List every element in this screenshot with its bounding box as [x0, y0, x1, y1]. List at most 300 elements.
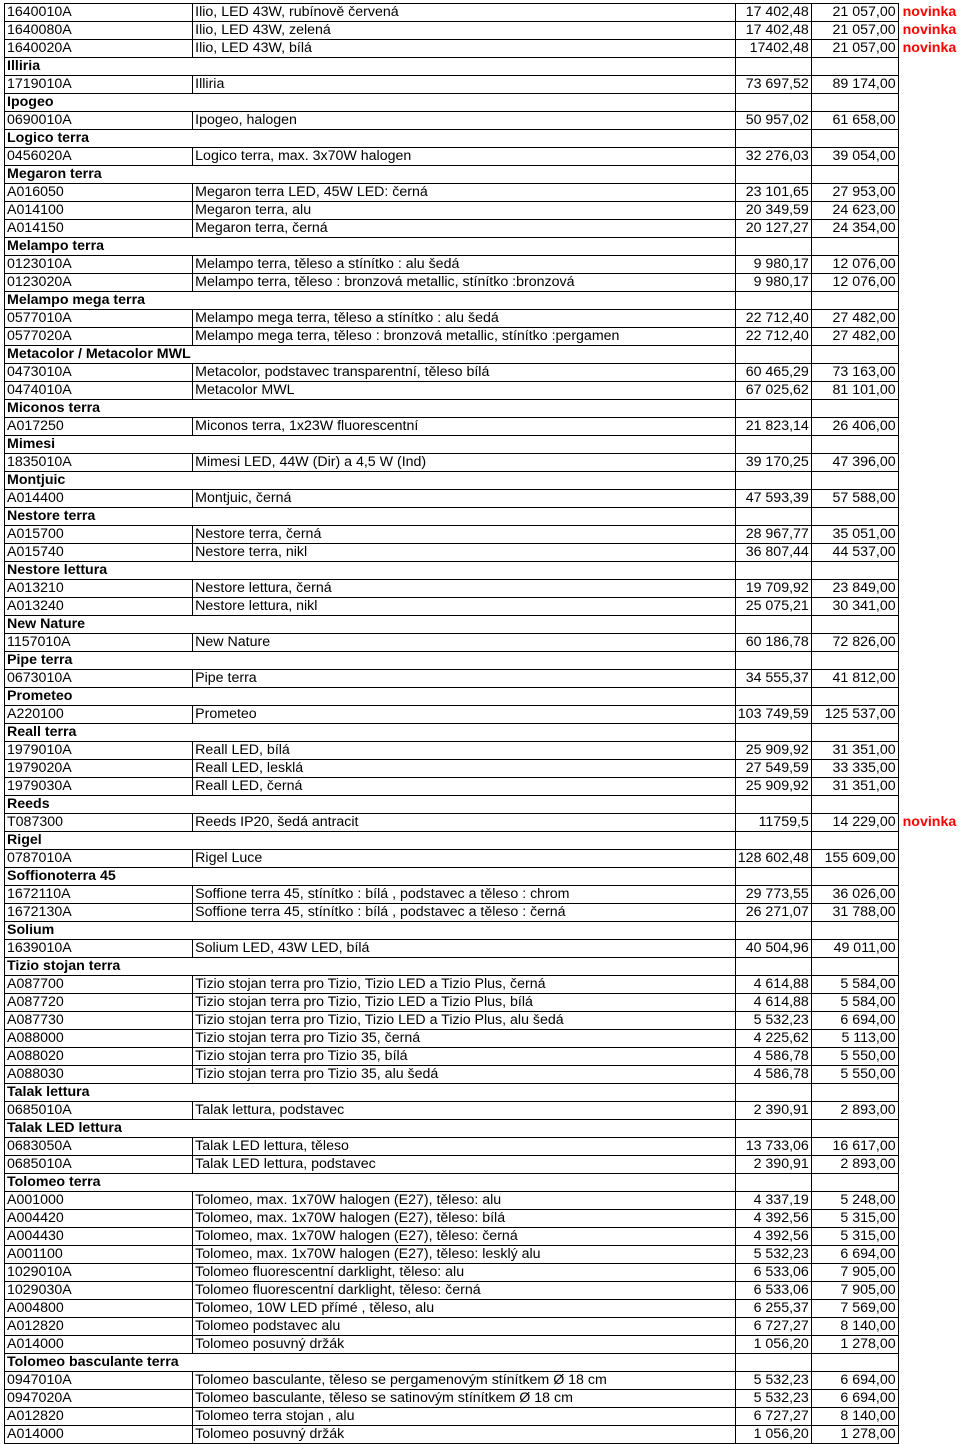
- product-row: [5, 328, 960, 346]
- price-excl-vat: 20 349,59: [735, 202, 811, 220]
- price-incl-vat: 1 278,00: [811, 1426, 898, 1444]
- product-row: [5, 940, 960, 958]
- group-name: Mimesi: [7, 436, 56, 452]
- price-incl-vat: 7 569,00: [811, 1300, 898, 1318]
- group-header-cell: [5, 1084, 193, 1102]
- new-badge: [898, 1138, 959, 1156]
- product-row: [5, 814, 960, 832]
- product-name: Nestore lettura, nikl: [193, 598, 736, 616]
- product-name: Melampo mega terra, těleso a stínítko : alu šedá: [193, 310, 736, 328]
- price-list-body: [5, 4, 960, 1444]
- note-cell: [898, 400, 959, 418]
- price-excl-vat: 17 402,48: [735, 22, 811, 40]
- group-header-cell: [5, 166, 193, 184]
- new-badge: [898, 1228, 959, 1246]
- product-code: A087720: [5, 994, 193, 1012]
- price-incl-vat: 7 905,00: [811, 1264, 898, 1282]
- price-excl-vat: 50 957,02: [735, 112, 811, 130]
- empty-cell: [193, 724, 736, 742]
- empty-cell: [193, 1354, 736, 1372]
- group-header-row: [5, 346, 960, 364]
- product-name: Ilio, LED 43W, rubínově červená: [193, 4, 736, 22]
- price-excl-vat: 4 392,56: [735, 1228, 811, 1246]
- product-code: T087300: [5, 814, 193, 832]
- product-name: Tizio stojan terra pro Tizio, Tizio LED a Tizio Plus, černá: [193, 976, 736, 994]
- empty-cell: [193, 436, 736, 454]
- price-excl-vat: 26 271,07: [735, 904, 811, 922]
- group-header-row: [5, 472, 960, 490]
- group-header-cell: [5, 508, 193, 526]
- group-name: Nestore terra: [7, 508, 96, 524]
- price-excl-vat: 6 255,37: [735, 1300, 811, 1318]
- product-row: [5, 1390, 960, 1408]
- group-header-row: [5, 652, 960, 670]
- product-code: 0787010A: [5, 850, 193, 868]
- empty-cell: [735, 346, 811, 364]
- empty-cell: [811, 1174, 898, 1192]
- note-cell: [898, 346, 959, 364]
- group-header-cell: [5, 868, 193, 886]
- price-incl-vat: 8 140,00: [811, 1408, 898, 1426]
- group-name: New Nature: [7, 616, 86, 632]
- empty-cell: [735, 868, 811, 886]
- product-row: [5, 274, 960, 292]
- price-incl-vat: 30 341,00: [811, 598, 898, 616]
- price-incl-vat: 14 229,00: [811, 814, 898, 832]
- note-cell: [898, 616, 959, 634]
- new-badge: [898, 742, 959, 760]
- empty-cell: [193, 472, 736, 490]
- group-name: Logico terra: [7, 130, 89, 146]
- group-header-row: [5, 1174, 960, 1192]
- new-badge: novinka: [902, 814, 957, 830]
- empty-cell: [735, 724, 811, 742]
- product-code: 0577020A: [5, 328, 193, 346]
- note-cell: [898, 58, 959, 76]
- product-row: [5, 382, 960, 400]
- new-badge: [898, 1426, 959, 1444]
- product-code: 0673010A: [5, 670, 193, 688]
- product-name: Nestore terra, černá: [193, 526, 736, 544]
- product-row: [5, 1336, 960, 1354]
- empty-cell: [811, 688, 898, 706]
- product-name: Tizio stojan terra pro Tizio, Tizio LED a Tizio Plus, bílá: [193, 994, 736, 1012]
- product-name: Reall LED, lesklá: [193, 760, 736, 778]
- price-excl-vat: 73 697,52: [735, 76, 811, 94]
- product-code: A013240: [5, 598, 193, 616]
- product-code: A014400: [5, 490, 193, 508]
- group-header-row: [5, 1084, 960, 1102]
- empty-cell: [735, 958, 811, 976]
- price-excl-vat: 32 276,03: [735, 148, 811, 166]
- product-row: [5, 886, 960, 904]
- price-excl-vat: 28 967,77: [735, 526, 811, 544]
- empty-cell: [193, 868, 736, 886]
- price-excl-vat: 5 532,23: [735, 1012, 811, 1030]
- product-row: [5, 1282, 960, 1300]
- group-header-cell: [5, 688, 193, 706]
- note-cell: [898, 724, 959, 742]
- price-incl-vat: 5 584,00: [811, 994, 898, 1012]
- empty-cell: [193, 400, 736, 418]
- product-row: [5, 1102, 960, 1120]
- product-row: [5, 1228, 960, 1246]
- product-row: [5, 1156, 960, 1174]
- product-code: 0690010A: [5, 112, 193, 130]
- product-name: Melampo terra, těleso a stínítko : alu šedá: [193, 256, 736, 274]
- product-row: [5, 76, 960, 94]
- product-row: [5, 760, 960, 778]
- new-badge: [898, 454, 959, 472]
- product-row: [5, 364, 960, 382]
- group-header-cell: [5, 958, 193, 976]
- empty-cell: [735, 94, 811, 112]
- product-name: Solium LED, 43W LED, bílá: [193, 940, 736, 958]
- price-excl-vat: 17 402,48: [735, 4, 811, 22]
- empty-cell: [811, 652, 898, 670]
- product-code: A016050: [5, 184, 193, 202]
- product-code: 1639010A: [5, 940, 193, 958]
- product-code: A013210: [5, 580, 193, 598]
- group-header-row: [5, 922, 960, 940]
- new-badge: [898, 904, 959, 922]
- new-badge: [898, 1246, 959, 1264]
- new-badge: [898, 886, 959, 904]
- group-name: Melampo terra: [7, 238, 104, 254]
- price-list-table: [4, 3, 960, 1444]
- price-incl-vat: 6 694,00: [811, 1012, 898, 1030]
- price-incl-vat: 16 617,00: [811, 1138, 898, 1156]
- product-name: Nestore terra, nikl: [193, 544, 736, 562]
- empty-cell: [811, 130, 898, 148]
- new-badge: [898, 598, 959, 616]
- empty-cell: [193, 166, 736, 184]
- product-row: [5, 454, 960, 472]
- product-code: A014100: [5, 202, 193, 220]
- group-header-cell: [5, 58, 193, 76]
- price-incl-vat: 5 315,00: [811, 1210, 898, 1228]
- new-badge: [898, 112, 959, 130]
- price-incl-vat: 89 174,00: [811, 76, 898, 94]
- product-code: 1979020A: [5, 760, 193, 778]
- price-excl-vat: 17402,48: [735, 40, 811, 58]
- group-header-row: [5, 1120, 960, 1138]
- product-row: [5, 1264, 960, 1282]
- price-incl-vat: 24 623,00: [811, 202, 898, 220]
- price-incl-vat: 41 812,00: [811, 670, 898, 688]
- product-code: 0685010A: [5, 1102, 193, 1120]
- new-badge: [898, 1336, 959, 1354]
- price-excl-vat: 22 712,40: [735, 310, 811, 328]
- group-header-row: [5, 292, 960, 310]
- empty-cell: [811, 562, 898, 580]
- group-header-cell: [5, 130, 193, 148]
- note-cell: [898, 166, 959, 184]
- price-incl-vat: 26 406,00: [811, 418, 898, 436]
- empty-cell: [811, 238, 898, 256]
- empty-cell: [193, 346, 736, 364]
- new-badge: [898, 328, 959, 346]
- price-incl-vat: 8 140,00: [811, 1318, 898, 1336]
- new-badge: [898, 850, 959, 868]
- empty-cell: [811, 400, 898, 418]
- group-header-cell: [5, 724, 193, 742]
- group-name: Soffionoterra 45: [7, 868, 116, 884]
- group-header-row: [5, 796, 960, 814]
- group-header-row: [5, 400, 960, 418]
- price-incl-vat: 21 057,00: [811, 22, 898, 40]
- product-name: Soffione terra 45, stínítko : bílá , podstavec a těleso : chrom: [193, 886, 736, 904]
- price-excl-vat: 22 712,40: [735, 328, 811, 346]
- product-code: 1029030A: [5, 1282, 193, 1300]
- product-row: [5, 490, 960, 508]
- price-incl-vat: 73 163,00: [811, 364, 898, 382]
- group-header-cell: [5, 1354, 193, 1372]
- empty-cell: [811, 58, 898, 76]
- price-incl-vat: 1 278,00: [811, 1336, 898, 1354]
- product-code: A012820: [5, 1318, 193, 1336]
- note-cell: [898, 130, 959, 148]
- price-excl-vat: 6 533,06: [735, 1264, 811, 1282]
- new-badge: [898, 1408, 959, 1426]
- empty-cell: [811, 508, 898, 526]
- new-badge: [898, 1390, 959, 1408]
- product-row: [5, 1372, 960, 1390]
- group-name: Tolomeo terra: [7, 1174, 101, 1190]
- price-incl-vat: 31 351,00: [811, 778, 898, 796]
- product-name: Talak LED lettura, těleso: [193, 1138, 736, 1156]
- empty-cell: [735, 58, 811, 76]
- note-cell: [898, 292, 959, 310]
- empty-cell: [735, 688, 811, 706]
- new-badge: [898, 220, 959, 238]
- product-row: [5, 904, 960, 922]
- new-badge: [898, 778, 959, 796]
- price-incl-vat: 2 893,00: [811, 1102, 898, 1120]
- price-incl-vat: 81 101,00: [811, 382, 898, 400]
- group-header-cell: [5, 1120, 193, 1138]
- empty-cell: [735, 238, 811, 256]
- price-incl-vat: 6 694,00: [811, 1390, 898, 1408]
- product-code: 0123010A: [5, 256, 193, 274]
- product-row: [5, 1300, 960, 1318]
- new-badge: novinka: [902, 22, 957, 38]
- product-name: Tolomeo, 10W LED přímé , těleso, alu: [193, 1300, 736, 1318]
- price-excl-vat: 67 025,62: [735, 382, 811, 400]
- group-header-cell: [5, 562, 193, 580]
- product-name: Metacolor MWL: [193, 382, 736, 400]
- product-code: 0456020A: [5, 148, 193, 166]
- price-excl-vat: 6 727,27: [735, 1408, 811, 1426]
- group-header-row: [5, 724, 960, 742]
- product-row: [5, 976, 960, 994]
- empty-cell: [735, 1120, 811, 1138]
- price-incl-vat: 6 694,00: [811, 1246, 898, 1264]
- price-incl-vat: 57 588,00: [811, 490, 898, 508]
- product-row: [5, 148, 960, 166]
- new-badge: novinka: [902, 40, 957, 56]
- group-name: Metacolor / Metacolor MWL: [7, 346, 191, 362]
- product-row: [5, 994, 960, 1012]
- new-badge: [898, 148, 959, 166]
- product-code: A014150: [5, 220, 193, 238]
- product-row: [5, 1318, 960, 1336]
- product-row: [5, 742, 960, 760]
- new-badge: [898, 1282, 959, 1300]
- empty-cell: [193, 1084, 736, 1102]
- group-header-row: [5, 958, 960, 976]
- new-badge: [898, 1192, 959, 1210]
- price-incl-vat: 7 905,00: [811, 1282, 898, 1300]
- empty-cell: [193, 796, 736, 814]
- empty-cell: [193, 292, 736, 310]
- product-name: Prometeo: [193, 706, 736, 724]
- price-excl-vat: 13 733,06: [735, 1138, 811, 1156]
- price-excl-vat: 19 709,92: [735, 580, 811, 598]
- group-name: Reall terra: [7, 724, 77, 740]
- product-code: 1835010A: [5, 454, 193, 472]
- group-header-cell: [5, 796, 193, 814]
- new-badge: [898, 364, 959, 382]
- product-name: Tizio stojan terra pro Tizio, Tizio LED a Tizio Plus, alu šedá: [193, 1012, 736, 1030]
- price-incl-vat: 125 537,00: [811, 706, 898, 724]
- product-code: 0683050A: [5, 1138, 193, 1156]
- product-code: 1640010A: [5, 4, 193, 22]
- empty-cell: [735, 472, 811, 490]
- note-cell: [898, 472, 959, 490]
- note-cell: [898, 868, 959, 886]
- price-excl-vat: 25 909,92: [735, 742, 811, 760]
- empty-cell: [193, 652, 736, 670]
- product-name: Miconos terra, 1x23W fluorescentní: [193, 418, 736, 436]
- group-name: Miconos terra: [7, 400, 101, 416]
- note-cell: [898, 1174, 959, 1192]
- note-cell: [898, 688, 959, 706]
- product-row: [5, 184, 960, 202]
- product-code: A015740: [5, 544, 193, 562]
- group-header-row: [5, 562, 960, 580]
- new-badge: [898, 706, 959, 724]
- empty-cell: [735, 1354, 811, 1372]
- price-excl-vat: 5 532,23: [735, 1390, 811, 1408]
- product-code: 0685010A: [5, 1156, 193, 1174]
- empty-cell: [193, 94, 736, 112]
- product-name: Megaron terra, alu: [193, 202, 736, 220]
- empty-cell: [811, 724, 898, 742]
- new-badge: [898, 1030, 959, 1048]
- group-name: Melampo mega terra: [7, 292, 145, 308]
- empty-cell: [811, 1354, 898, 1372]
- empty-cell: [193, 238, 736, 256]
- empty-cell: [811, 436, 898, 454]
- group-header-cell: [5, 832, 193, 850]
- price-incl-vat: 5 550,00: [811, 1066, 898, 1084]
- note-cell: [898, 508, 959, 526]
- product-row: [5, 202, 960, 220]
- empty-cell: [193, 1174, 736, 1192]
- product-row: [5, 1408, 960, 1426]
- group-name: Talak LED lettura: [7, 1120, 122, 1136]
- product-code: A001000: [5, 1192, 193, 1210]
- product-code: A014000: [5, 1336, 193, 1354]
- empty-cell: [193, 1120, 736, 1138]
- group-header-row: [5, 130, 960, 148]
- product-code: 0577010A: [5, 310, 193, 328]
- product-name: Tizio stojan terra pro Tizio 35, černá: [193, 1030, 736, 1048]
- new-badge: [898, 634, 959, 652]
- product-row: [5, 256, 960, 274]
- new-badge: [898, 274, 959, 292]
- price-excl-vat: 60 465,29: [735, 364, 811, 382]
- group-header-cell: [5, 238, 193, 256]
- product-code: 1672110A: [5, 886, 193, 904]
- new-badge: [898, 670, 959, 688]
- price-excl-vat: 1 056,20: [735, 1426, 811, 1444]
- product-code: A220100: [5, 706, 193, 724]
- price-excl-vat: 4 586,78: [735, 1066, 811, 1084]
- new-badge: [898, 184, 959, 202]
- note-cell: [898, 1120, 959, 1138]
- product-name: Talak LED lettura, podstavec: [193, 1156, 736, 1174]
- product-name: Tolomeo, max. 1x70W halogen (E27), těleso: alu: [193, 1192, 736, 1210]
- price-excl-vat: 40 504,96: [735, 940, 811, 958]
- empty-cell: [811, 292, 898, 310]
- product-name: Illiria: [193, 76, 736, 94]
- product-row: [5, 1210, 960, 1228]
- group-header-cell: [5, 436, 193, 454]
- note-cell: [898, 1354, 959, 1372]
- product-name: Tolomeo fluorescentní darklight, těleso: alu: [193, 1264, 736, 1282]
- price-excl-vat: 4 614,88: [735, 976, 811, 994]
- empty-cell: [735, 400, 811, 418]
- product-row: [5, 310, 960, 328]
- price-incl-vat: 12 076,00: [811, 256, 898, 274]
- group-name: Megaron terra: [7, 166, 102, 182]
- product-name: Melampo terra, těleso : bronzová metallic, stínítko :bronzová: [193, 274, 736, 292]
- note-cell: [898, 1084, 959, 1102]
- product-row: [5, 706, 960, 724]
- new-badge: [898, 526, 959, 544]
- group-name: Nestore lettura: [7, 562, 108, 578]
- new-badge: [898, 418, 959, 436]
- product-code: 1979030A: [5, 778, 193, 796]
- new-badge: [898, 1156, 959, 1174]
- product-row: [5, 544, 960, 562]
- note-cell: [898, 958, 959, 976]
- product-code: A004800: [5, 1300, 193, 1318]
- product-code: A001100: [5, 1246, 193, 1264]
- price-excl-vat: 4 225,62: [735, 1030, 811, 1048]
- product-row: [5, 112, 960, 130]
- product-row: [5, 40, 960, 58]
- product-name: Reall LED, bílá: [193, 742, 736, 760]
- new-badge: [898, 490, 959, 508]
- price-incl-vat: 36 026,00: [811, 886, 898, 904]
- product-code: A087700: [5, 976, 193, 994]
- group-header-cell: [5, 292, 193, 310]
- group-header-row: [5, 508, 960, 526]
- price-incl-vat: 31 788,00: [811, 904, 898, 922]
- product-row: [5, 4, 960, 22]
- new-badge: [898, 1102, 959, 1120]
- price-excl-vat: 29 773,55: [735, 886, 811, 904]
- product-code: 1640080A: [5, 22, 193, 40]
- price-excl-vat: 25 075,21: [735, 598, 811, 616]
- product-row: [5, 1030, 960, 1048]
- product-code: 1029010A: [5, 1264, 193, 1282]
- group-name: Talak lettura: [7, 1084, 90, 1100]
- product-row: [5, 418, 960, 436]
